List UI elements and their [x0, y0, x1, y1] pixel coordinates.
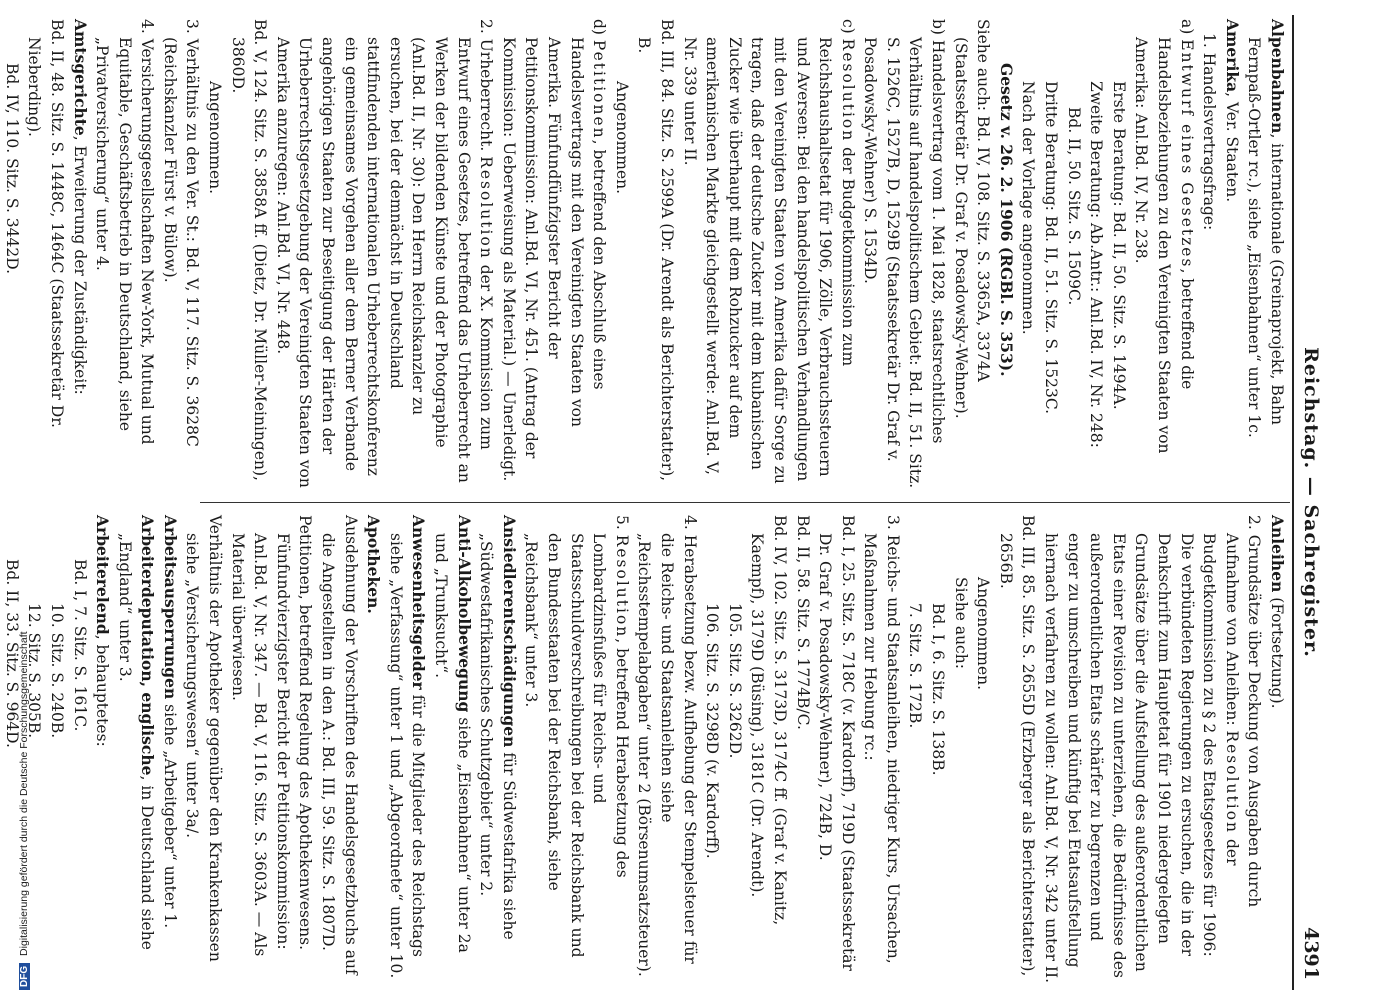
- left_column-entry: 1. Handelsvertragsfrage:: [1200, 33, 1219, 231]
- left_column-entry: Angenommen.: [206, 81, 225, 195]
- right_column-entry: Apotheken.: [364, 515, 384, 614]
- left_column-entry: Amtsgerichte, Erweiterung der Zuständigkeit:: [70, 19, 90, 395]
- left_column-entry: Zweite Beratung: Ab.Antr.: Anl.Bd. IV, Nr. 248:: [1087, 81, 1106, 448]
- right_column-entry: Anwesenheitsgelder für die Mitglieder des Reichstags siehe „Verfassung“ unter 1 und „Abgeordnete“ unter 10.: [386, 515, 429, 979]
- left_column-entry: Nach der Vorlage angenommen.: [1019, 81, 1038, 335]
- dfg-logo: DFG: [19, 963, 30, 990]
- left_column-entry: a) Entwurf eines Gesetzes, betreffend die Handelsbeziehungen zu den Vereinigten Staaten von Amerika: Anl.Bd. IV, Nr. 238.: [1132, 19, 1196, 454]
- left_column-entry: c) Resolution der Budgetkommission zum Reichshaushaltsetat für 1906, Zölle, Verbrauchssteuern und Aversen: Bei den handelspolitischen Verhandlungen mit den Vereinigten Staaten von Amerika dafür Sorge zu tragen, daß der deutsche Zucker mit dem kubanischen Zucker wie überhaupt mit dem Rohzucker auf dem amerikanischen Markte gleichgestellt werde: Anl.Bd. V, Nr. 339 unter II.: [680, 19, 857, 484]
- left_column-entry: Dritte Beratung: Bd. II, 51. Sitz. S. 1523C.: [1042, 81, 1061, 415]
- column-divider: [200, 502, 1290, 503]
- right_column-entry: 4. Herabsetzung bezw. Aufhebung der Stempelsteuer für die Reichs- und Staatsanleihen siehe „Reichsstempelabgaben“ unter 2 (Börsenumsatzsteuer).: [635, 515, 699, 977]
- left_column-entry: 2. Urheberrecht. Resolution der X. Kommission zum Entwurf eines Gesetzes, betreffend das Urheberrecht an Werken der bildenden Künste und der Photographie (Anl.Bd. II, Nr. 30): Den Herrn Reichskanzler zu ersuchen, bei der demnächst in Deutschland stattfindenden internationalen Urheberrechtskonferenz ein gemeinsames Vorgehen aller dem Berner Verbande angehörigen Staaten zur Beseitigung der Härten der Urheberrechtsgesetzgebung der Vereinigten Staaten von Amerika anzuregen: Anl.Bd. VI, Nr. 448.: [273, 19, 496, 488]
- right_column-entry: Arbeitsausperrungen siehe „Arbeitgeber“ unter 1.: [160, 515, 180, 929]
- running-title: Reichstag. — Sachregister.: [1300, 347, 1322, 658]
- funding-sideline: [2, 10, 30, 990]
- left_column-entry: Bd. II, 50. Sitz. S. 1509C.: [1064, 107, 1083, 306]
- left_column-entry: Bd. V, 124. Sitz. S. 3858A ff. (Dietz, Dr. Müller-Meiningen), 3860D.: [228, 19, 270, 481]
- right_column-entry: 106. Sitz. S. 3298D (v. Kardorff).: [703, 603, 722, 859]
- right_column-entry: Ausdehnung der Vorschriften des Handelsgesetzbuchs auf die Angestellten in den A.: Bd. III, 59. Sitz. S. 1807D.: [319, 515, 360, 975]
- left_column-entry: Erste Beratung: Bd. II, 50. Sitz. S. 1494A.: [1109, 81, 1128, 410]
- left_column-entry: Bd. III, 84. Sitz. S. 2599A (Dr. Arendt als Berichterstatter), B.: [635, 19, 676, 482]
- right_column-entry: Anti-Alkoholbewegung siehe „Eisenbahnen“ unter 2a und „Trunksucht“.: [432, 515, 474, 953]
- right_column-entry: 5. Resolution, betreffend Herabsetzung des Lombardzinsfußes für Reichs- und Staatsschuldverschreibungen bei der Reichsbank und den Bundesstaaten bei der Reichsbank, siehe „Reichsbank“ unter 3.: [522, 515, 631, 958]
- right_column-entry: Arbeiterelend, behauptetes:: [93, 515, 113, 747]
- left_column-entry: Bd. II, 48. Sitz. S. 1448C, 1464C (Staatssekretär Dr. Nieberding).: [25, 19, 66, 428]
- left_column-entry: Alpenbahnen, internationale (Greinaprojekt, Bahn Fernpaß-Ortler rc.), siehe „Eisenbahnen“ unter 1c.: [1245, 19, 1287, 438]
- right_column-entry: Anleihen (Fortsetzung).: [1268, 515, 1287, 709]
- right_column-entry: Bd. III, 85. Sitz. S. 2655D (Erzberger als Berichterstatter), 2656B.: [996, 515, 1038, 977]
- left_column-entry: Siehe auch: Bd. IV, 108. Sitz. S. 3365A, 3374A (Staatssekretär Dr. Graf v. Posadowsky-Wehner).: [951, 19, 993, 419]
- left_column-entry: b) Handelsvertrag vom 1. Mai 1828, staatsrechtliches Verhältnis auf handelspolitischem Gebiet: Bd. II, 51. Sitz. S. 1526C, 1527B, D, 1529B (Staatssekretär Dr. Graf v. Posadowsky-Wehner) S. 1534D.: [861, 19, 948, 489]
- right_column-entry: 12. Sitz. S. 305B.: [25, 603, 44, 739]
- funding-note: Digitalisierung gefördert durch die Deutsche Forschungsgemeinschaft: [18, 631, 30, 956]
- left-column: [0, 19, 1288, 489]
- left_column-entry: Bd. IV, 110. Sitz. S. 3442D.: [2, 63, 21, 275]
- left_column-entry: 4. Versicherungsgesellschaften New-York, Mutual und Equitable, Geschäftsbetrieb in Deutschland, siehe „Privatversicherung“ unter 4.: [93, 19, 157, 445]
- right_column-entry: Bd. I, 7. Sitz. S. 161C.: [70, 559, 89, 732]
- right_column-entry: Arbeiterdeputation, englische, in Deutschland siehe „England“ unter 3.: [115, 515, 158, 950]
- right_column-entry: Bd. II, 58. Sitz. S. 1774B/C.: [793, 515, 812, 730]
- right_column-entry: Bd. II, 33. Sitz. S. 964D.: [2, 559, 21, 748]
- page-header: [1290, 15, 1330, 990]
- left_column-entry: Angenommen.: [612, 81, 631, 195]
- right_column-entry: 3. Reichs- und Staatsanleihen, niedriger Kurs, Ursachen, Maßnahmen zur Hebung rc.:: [861, 515, 902, 964]
- right_column-entry: Ansiedlerentschädigungen für Südwestafrika siehe „Südwestafrikanisches Schutzgebiet“ unter 2.: [477, 515, 519, 940]
- left_column-entry: 3. Verhältnis zu den Ver. St.: Bd. V, 117. Sitz. S. 3628C (Reichskanzler Fürst v. Bülow).: [160, 19, 202, 447]
- left_column-entry: Gesetz v. 26. 2. 1906 (RGBl. S. 353).: [996, 63, 1016, 377]
- right_column-entry: Bd. I, 25. Sitz. S. 718C (v. Kardorff), 719D (Staatssekretär Dr. Graf v. Posadowsky-Wehner), 724B, D.: [816, 515, 857, 971]
- right-column: [0, 515, 1288, 985]
- page-number: 4391: [1300, 927, 1322, 980]
- left_column-entry: Amerika, Ver. Staaten.: [1222, 19, 1242, 203]
- right_column-entry: 105. Sitz. S. 3262D.: [725, 603, 744, 759]
- right_column-entry: 2. Grundsätze über Deckung von Ausgaben durch Aufnahme von Anleihen: Resolution der Budgetkommission zu § 2 des Etatsgesetzes für 1906: Die verbündeten Regierungen zu ersuchen, die in der Denkschrift zum Hauptetat für 1901 niedergelegten Grundsätze über die Aufstellung des außerordentlichen Etats einer Revision zu unterziehen, die Bedürfnisse des außerordentlichen Etats schärfer zu begrenzen und enger zu umschreiben und künftig bei Etatsaufstellung hiernach verfahren zu wollen: Anl.Bd. V, Nr. 342 unter II.: [1042, 515, 1264, 984]
- right_column-entry: Petitionen, betreffend Regelung des Apothekenwesens. Fünfundvierzigster Bericht der Petitionskommission: Anl.Bd. V, Nr. 347. — Bd. V, 116. Sitz. S. 3603A. — Als Material überwiesen.: [228, 515, 315, 957]
- right_column-entry: Angenommen.: [974, 577, 993, 691]
- header-rule: [1292, 15, 1294, 990]
- right_column-entry: 7. Sitz. S. 172B.: [906, 603, 925, 729]
- right_column-entry: 10. Sitz. S. 240B.: [47, 603, 66, 739]
- right_column-entry: Verhältnis der Apotheker gegenüber den Krankenkassen siehe „Versicherungswesen“ unter 3a/.: [183, 515, 225, 962]
- right_column-entry: Bd. I, 6. Sitz. S. 138B.: [929, 603, 948, 776]
- left_column-entry: d) Petitionen, betreffend den Abschluß eines Handelsvertrags mit den Vereinigten Staaten von Amerika. Fünfundfünfzigster Bericht der Petitionskommission: Anl.Bd. VI, Nr. 451. (Antrag der Kommission: Ueberweisung als Material.) — Unerledigt.: [499, 19, 609, 482]
- right_column-entry: Bd. IV, 102. Sitz. S. 3173D, 3174C ff. (Graf v. Kanitz, Kaempf), 3179D (Büsing), 3181C (Dr. Arendt).: [748, 515, 789, 926]
- right_column-entry: Siehe auch:: [951, 577, 970, 669]
